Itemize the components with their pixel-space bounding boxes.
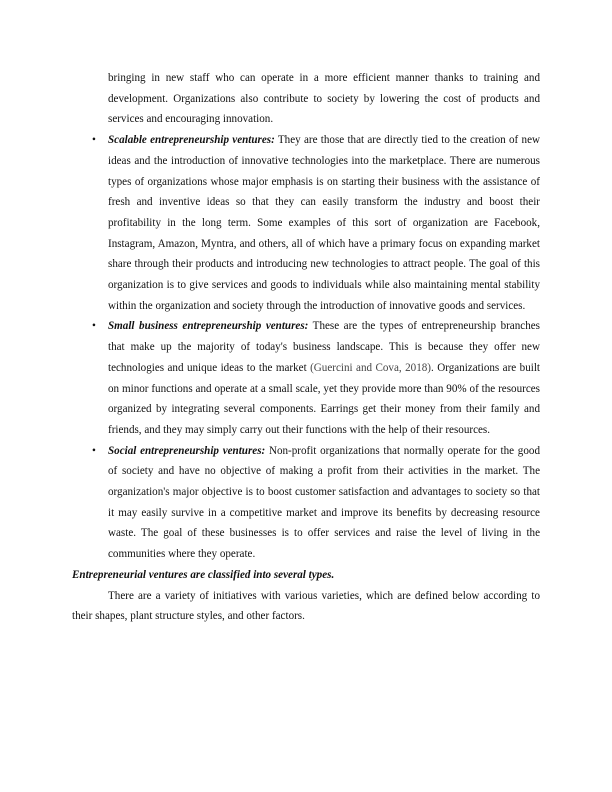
continuation-paragraph: bringing in new staff who can operate in a more efficient manner thanks to training and development. Organizations also contribute to society by lowering the cost of products and services and encouraging innovation. xyxy=(108,72,540,126)
description-scalable: They are those that are directly tied to the creation of new ideas and the introduction of innovative technologies into the marketplace. There are numerous types of organizations whose major emphasis is on starting their business with the assistance of fresh and inventive ideas so that they can easily transform the industry and boost their profitability in the long term. Some examples of this sort of organization are Facebook, Instagram, Amazon, Myntra, and others, all of which have a primary focus on expanding market share through their products and introducing new technologies to attract people. The goal of this organization is to give services and goods to individuals while also maintaining mental stability within the organization and society through the introduction of innovative goods and services. xyxy=(108,134,540,312)
description-small-business-part2: . Organizations are built on minor functions and operate at a small scale, yet they provide more than 90% of the resources organized by integrating several components. Earrings get their money from their family and friends, and they may simply carry out their functions with the help of their resources. xyxy=(108,361,540,436)
term-social: Social entrepreneurship ventures: xyxy=(108,444,266,457)
bullet-icon: • xyxy=(92,444,96,457)
closing-paragraph: There are a variety of initiatives with various varieties, which are defined below according to their shapes, plant structure styles, and other factors. xyxy=(72,589,540,623)
term-small-business: Small business entrepreneurship ventures: xyxy=(108,320,309,333)
citation: (Guercini and Cova, 2018) xyxy=(310,361,431,374)
list-item-social xyxy=(72,441,540,565)
venture-types-list xyxy=(72,130,540,565)
list-item-scalable xyxy=(72,130,540,316)
description-social: Non-profit organizations that normally operate for the good of society and have no objective of making a profit from their activities in the market. The organization's major objective is to boost customer satisfaction and advantages to society so that it may easily survive in a competitive market and improve its benefits by decreasing resource waste. The goal of these businesses is to offer services and raise the level of living in the communities where they operate. xyxy=(108,444,540,561)
description-small-business-part1: These are the types of entrepreneurship branches that make up the majority of today's business landscape. This is because they offer new technologies and unique ideas to the market xyxy=(108,320,540,374)
bullet-icon: • xyxy=(92,320,96,333)
bullet-icon: • xyxy=(92,134,96,147)
term-scalable: Scalable entrepreneurship ventures: xyxy=(108,134,275,147)
section-heading: Entrepreneurial ventures are classified into several types. xyxy=(72,568,335,581)
list-item-small-business xyxy=(72,316,540,440)
page-body xyxy=(72,68,540,627)
